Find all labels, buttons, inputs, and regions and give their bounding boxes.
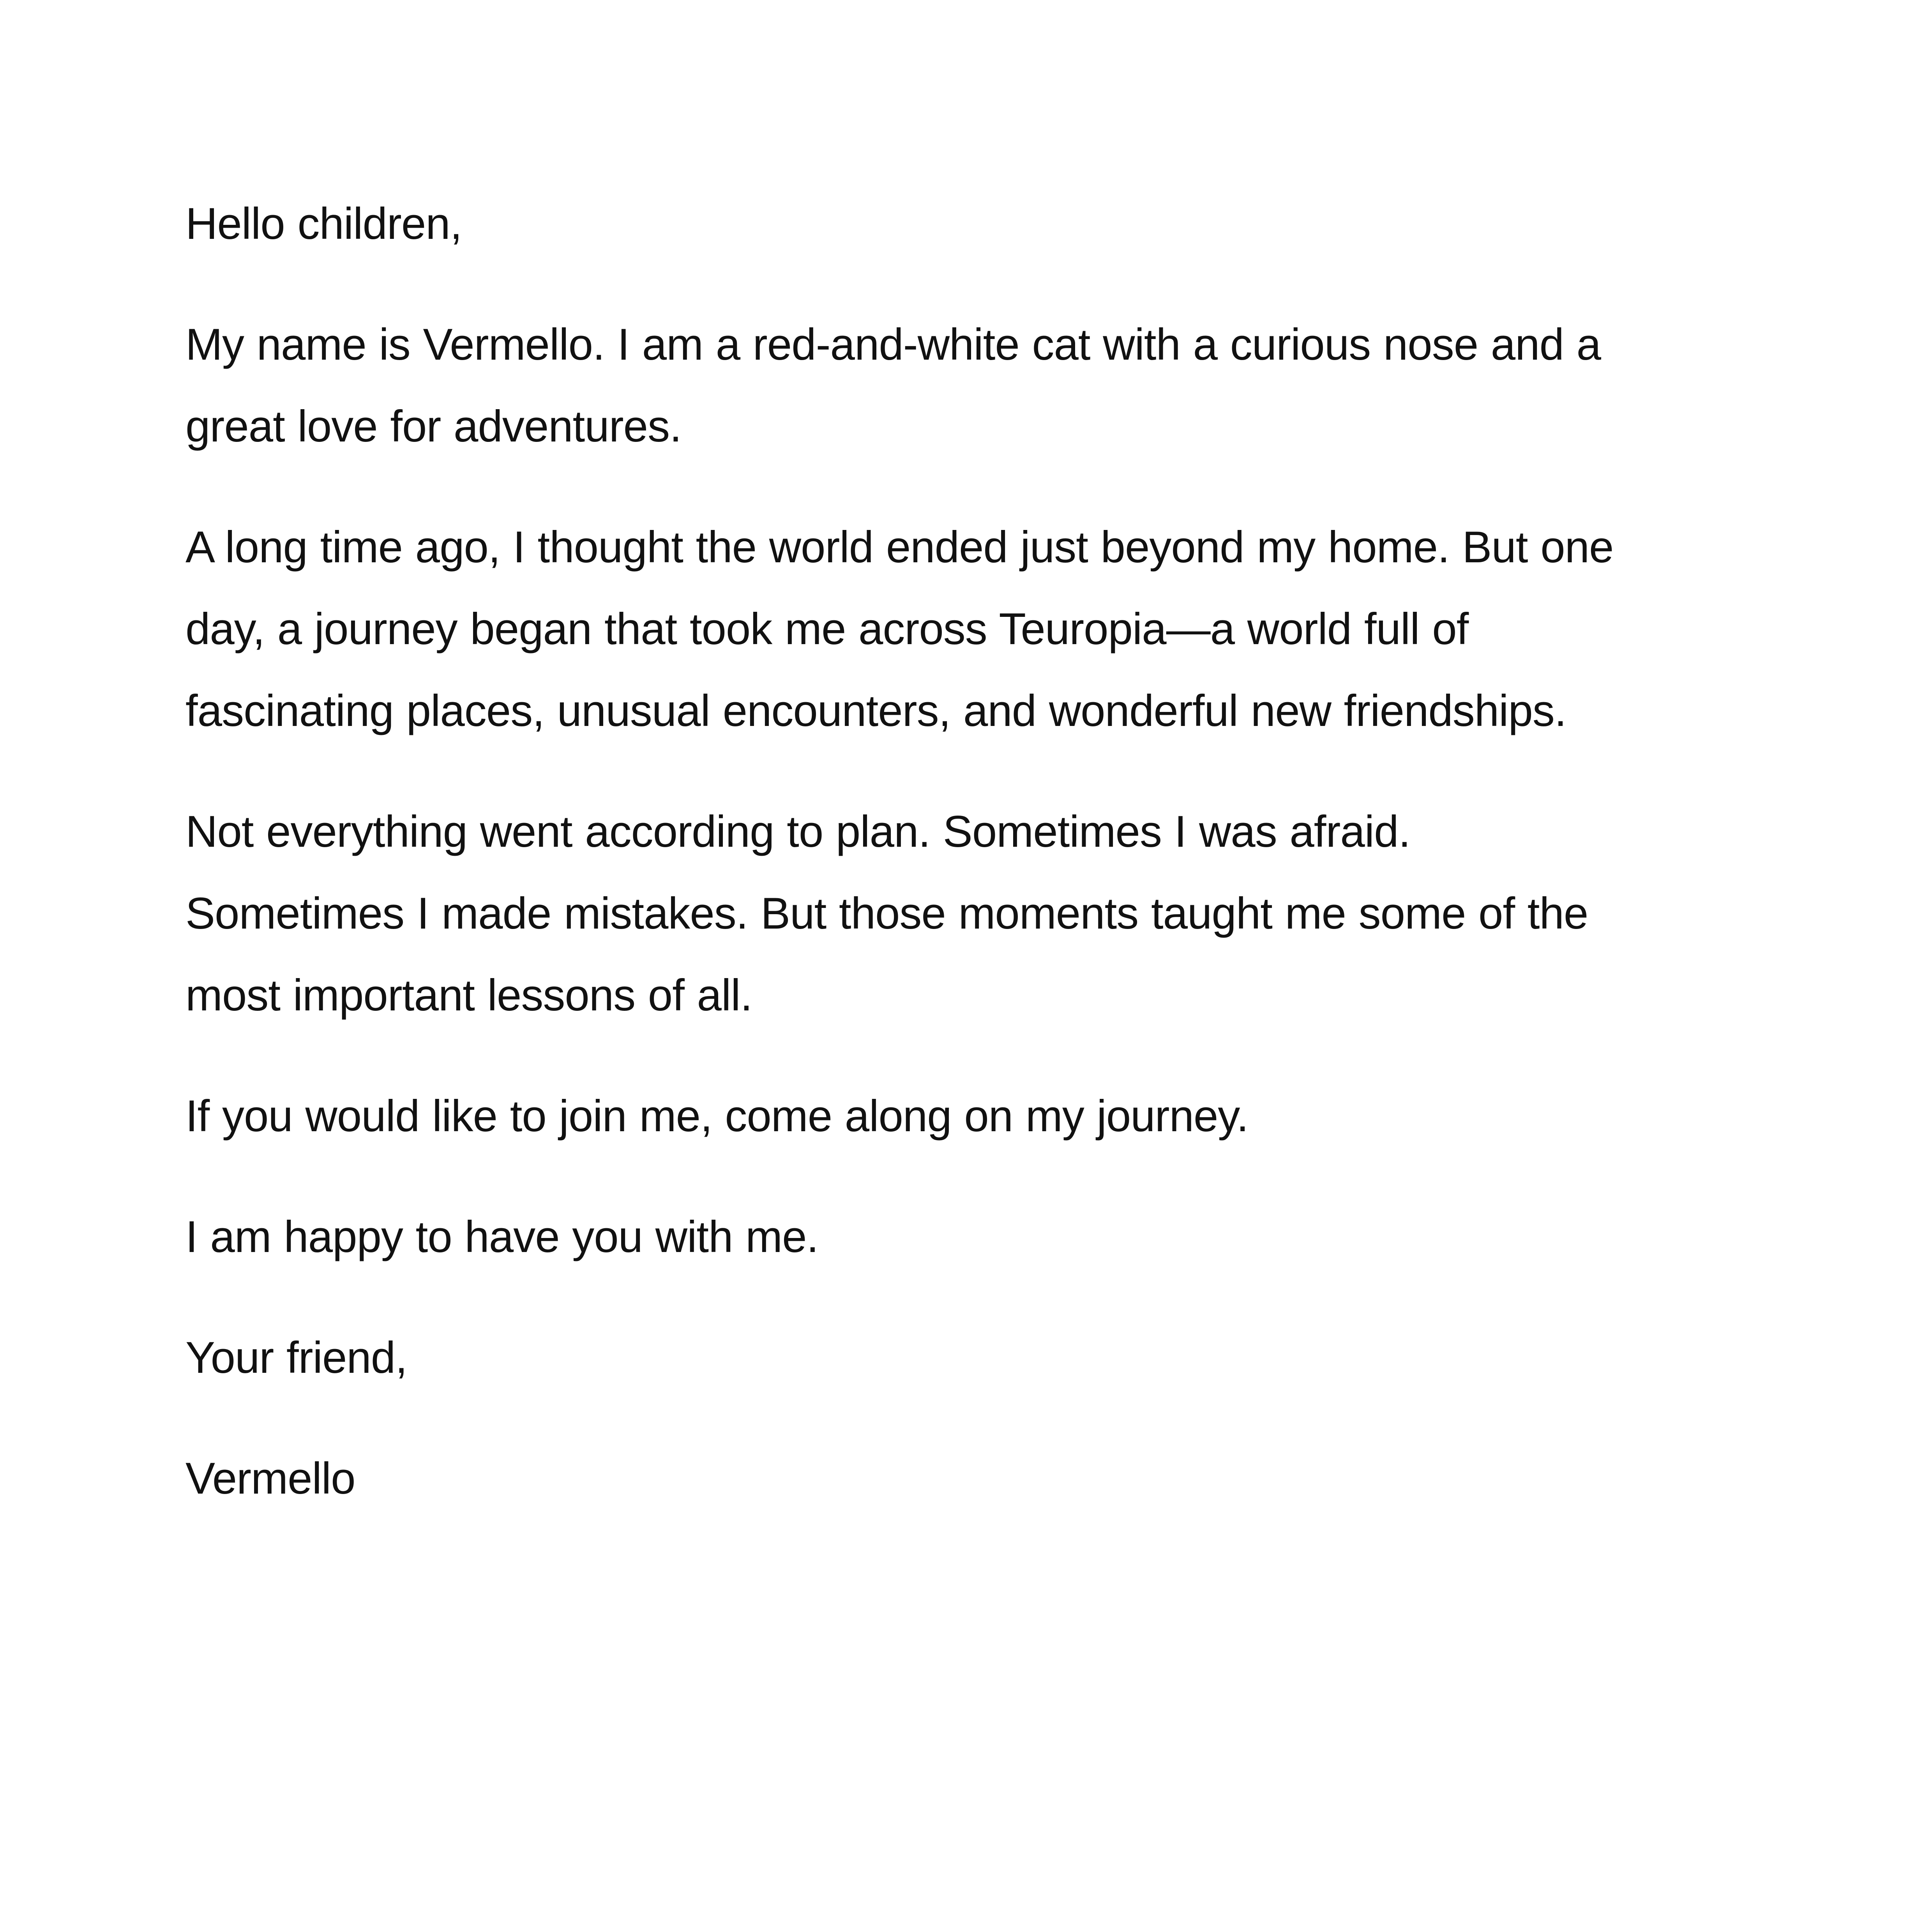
text-line: most important lessons of all. bbox=[185, 971, 752, 1020]
text-line: Sometimes I made mistakes. But those moments taught me some of the bbox=[185, 889, 1588, 938]
text-line: great love for adventures. bbox=[185, 402, 682, 451]
text-line: fascinating places, unusual encounters, and wonderful new friendships. bbox=[185, 686, 1566, 736]
text-line: Not everything went according to plan. Sometimes I was afraid. bbox=[185, 807, 1411, 857]
letter-paragraph-invitation: If you would like to join me, come along on my journey. bbox=[185, 1091, 1249, 1141]
letter-paragraph-lessons bbox=[185, 791, 1791, 1037]
letter-paragraph-happy: I am happy to have you with me. bbox=[185, 1212, 819, 1262]
letter-closing: Your friend, bbox=[185, 1333, 407, 1383]
text-line: day, a journey began that took me across Teuropia—a world full of bbox=[185, 604, 1469, 654]
text-line: A long time ago, I thought the world ended just beyond my home. But one bbox=[185, 523, 1614, 572]
letter-greeting: Hello children, bbox=[185, 199, 462, 249]
letter-signature: Vermello bbox=[185, 1454, 355, 1503]
letter-paragraph-intro bbox=[185, 304, 1791, 468]
letter-body bbox=[185, 183, 1791, 1559]
letter-paragraph-journey bbox=[185, 507, 1791, 752]
text-line: My name is Vermello. I am a red-and-white cat with a curious nose and a bbox=[185, 320, 1601, 369]
